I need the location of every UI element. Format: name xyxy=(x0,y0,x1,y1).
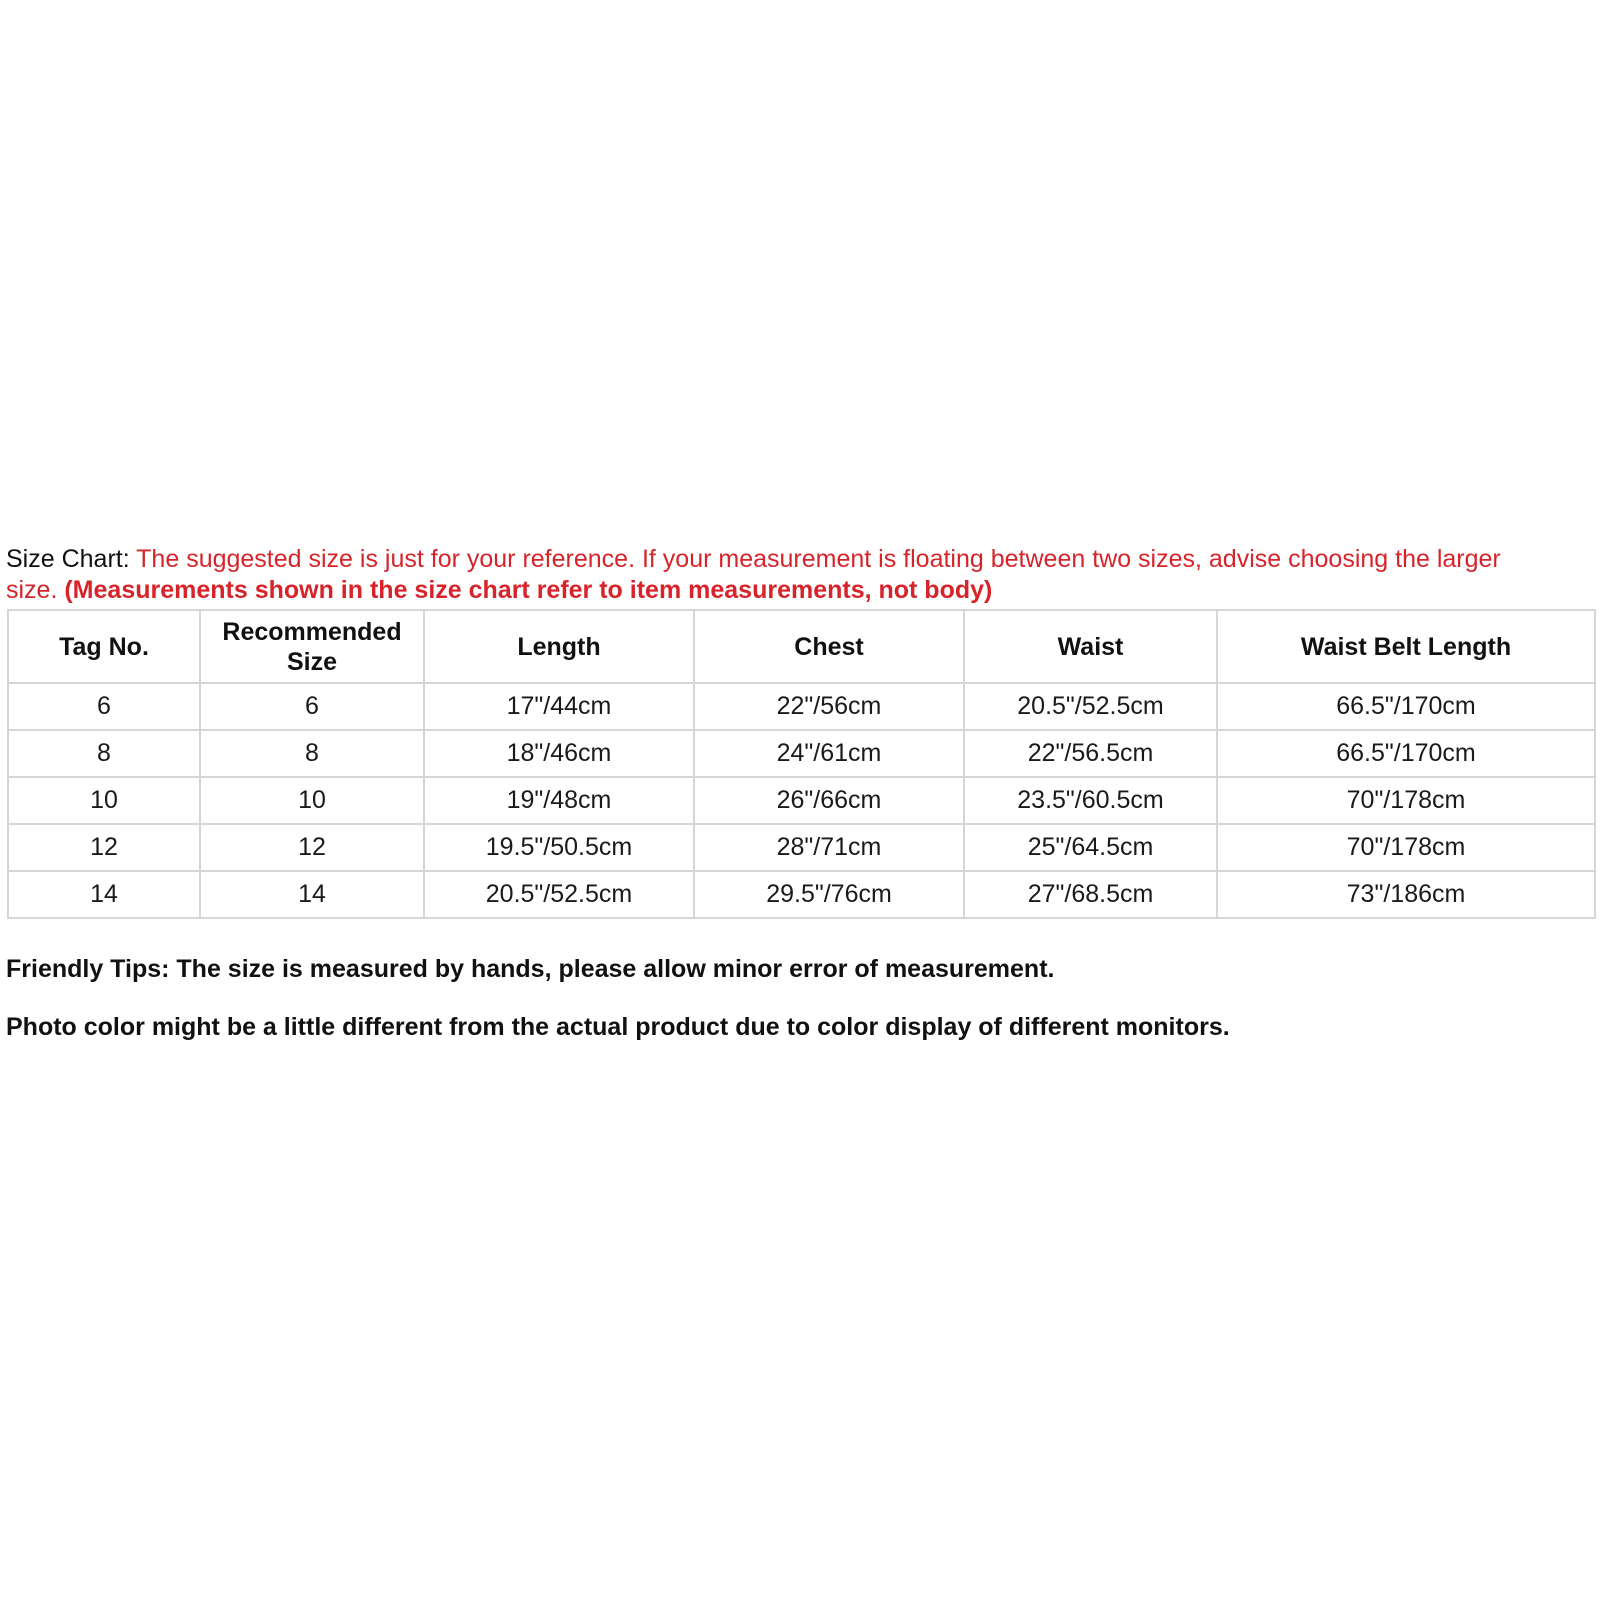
photo-color-note: Photo color might be a little different from the actual product due to color display of different monitors. xyxy=(6,1013,1230,1041)
cell-recommended-size: 12 xyxy=(200,824,424,871)
table-row xyxy=(8,730,1595,777)
table-row xyxy=(8,683,1595,730)
cell-recommended-size: 10 xyxy=(200,777,424,824)
header-recommended-size xyxy=(200,610,424,683)
header-waist-belt-length: Waist Belt Length xyxy=(1217,610,1595,683)
cell-chest: 28"/71cm xyxy=(694,824,964,871)
header-tag-no: Tag No. xyxy=(8,610,200,683)
cell-length: 18"/46cm xyxy=(424,730,694,777)
cell-waist: 22"/56.5cm xyxy=(964,730,1217,777)
cell-tag-no: 6 xyxy=(8,683,200,730)
cell-length: 17"/44cm xyxy=(424,683,694,730)
cell-recommended-size: 14 xyxy=(200,871,424,918)
friendly-tips-text: Friendly Tips: The size is measured by hands, please allow minor error of measurement. xyxy=(6,955,1055,983)
cell-waist: 25"/64.5cm xyxy=(964,824,1217,871)
cell-waist: 23.5"/60.5cm xyxy=(964,777,1217,824)
cell-length: 19"/48cm xyxy=(424,777,694,824)
table-row xyxy=(8,871,1595,918)
size-chart-note-bold: (Measurements shown in the size chart refer to item measurements, not body) xyxy=(64,576,993,604)
size-chart-table xyxy=(7,609,1596,919)
table-row xyxy=(8,824,1595,871)
cell-chest: 24"/61cm xyxy=(694,730,964,777)
cell-recommended-size: 8 xyxy=(200,730,424,777)
cell-length: 19.5"/50.5cm xyxy=(424,824,694,871)
cell-waist-belt-length: 70"/178cm xyxy=(1217,777,1595,824)
cell-waist-belt-length: 66.5"/170cm xyxy=(1217,730,1595,777)
cell-waist-belt-length: 70"/178cm xyxy=(1217,824,1595,871)
size-chart-note: The suggested size is just for your reference. If your measurement is floating between two sizes, advise choosing the larger size. xyxy=(6,545,1501,604)
cell-waist-belt-length: 73"/186cm xyxy=(1217,871,1595,918)
cell-waist: 27"/68.5cm xyxy=(964,871,1217,918)
cell-tag-no: 12 xyxy=(8,824,200,871)
size-chart-intro xyxy=(6,544,1556,606)
cell-tag-no: 10 xyxy=(8,777,200,824)
size-chart-colon: : xyxy=(122,545,130,573)
cell-chest: 29.5"/76cm xyxy=(694,871,964,918)
cell-waist: 20.5"/52.5cm xyxy=(964,683,1217,730)
header-row xyxy=(8,610,1595,683)
cell-tag-no: 8 xyxy=(8,730,200,777)
table-row xyxy=(8,777,1595,824)
header-waist: Waist xyxy=(964,610,1217,683)
cell-waist-belt-length: 66.5"/170cm xyxy=(1217,683,1595,730)
header-length: Length xyxy=(424,610,694,683)
cell-chest: 26"/66cm xyxy=(694,777,964,824)
size-chart-label: Size Chart xyxy=(6,545,123,573)
cell-length: 20.5"/52.5cm xyxy=(424,871,694,918)
header-chest: Chest xyxy=(694,610,964,683)
cell-chest: 22"/56cm xyxy=(694,683,964,730)
cell-tag-no: 14 xyxy=(8,871,200,918)
cell-recommended-size: 6 xyxy=(200,683,424,730)
header-recommended-size-label: Recommended Size xyxy=(222,617,402,676)
